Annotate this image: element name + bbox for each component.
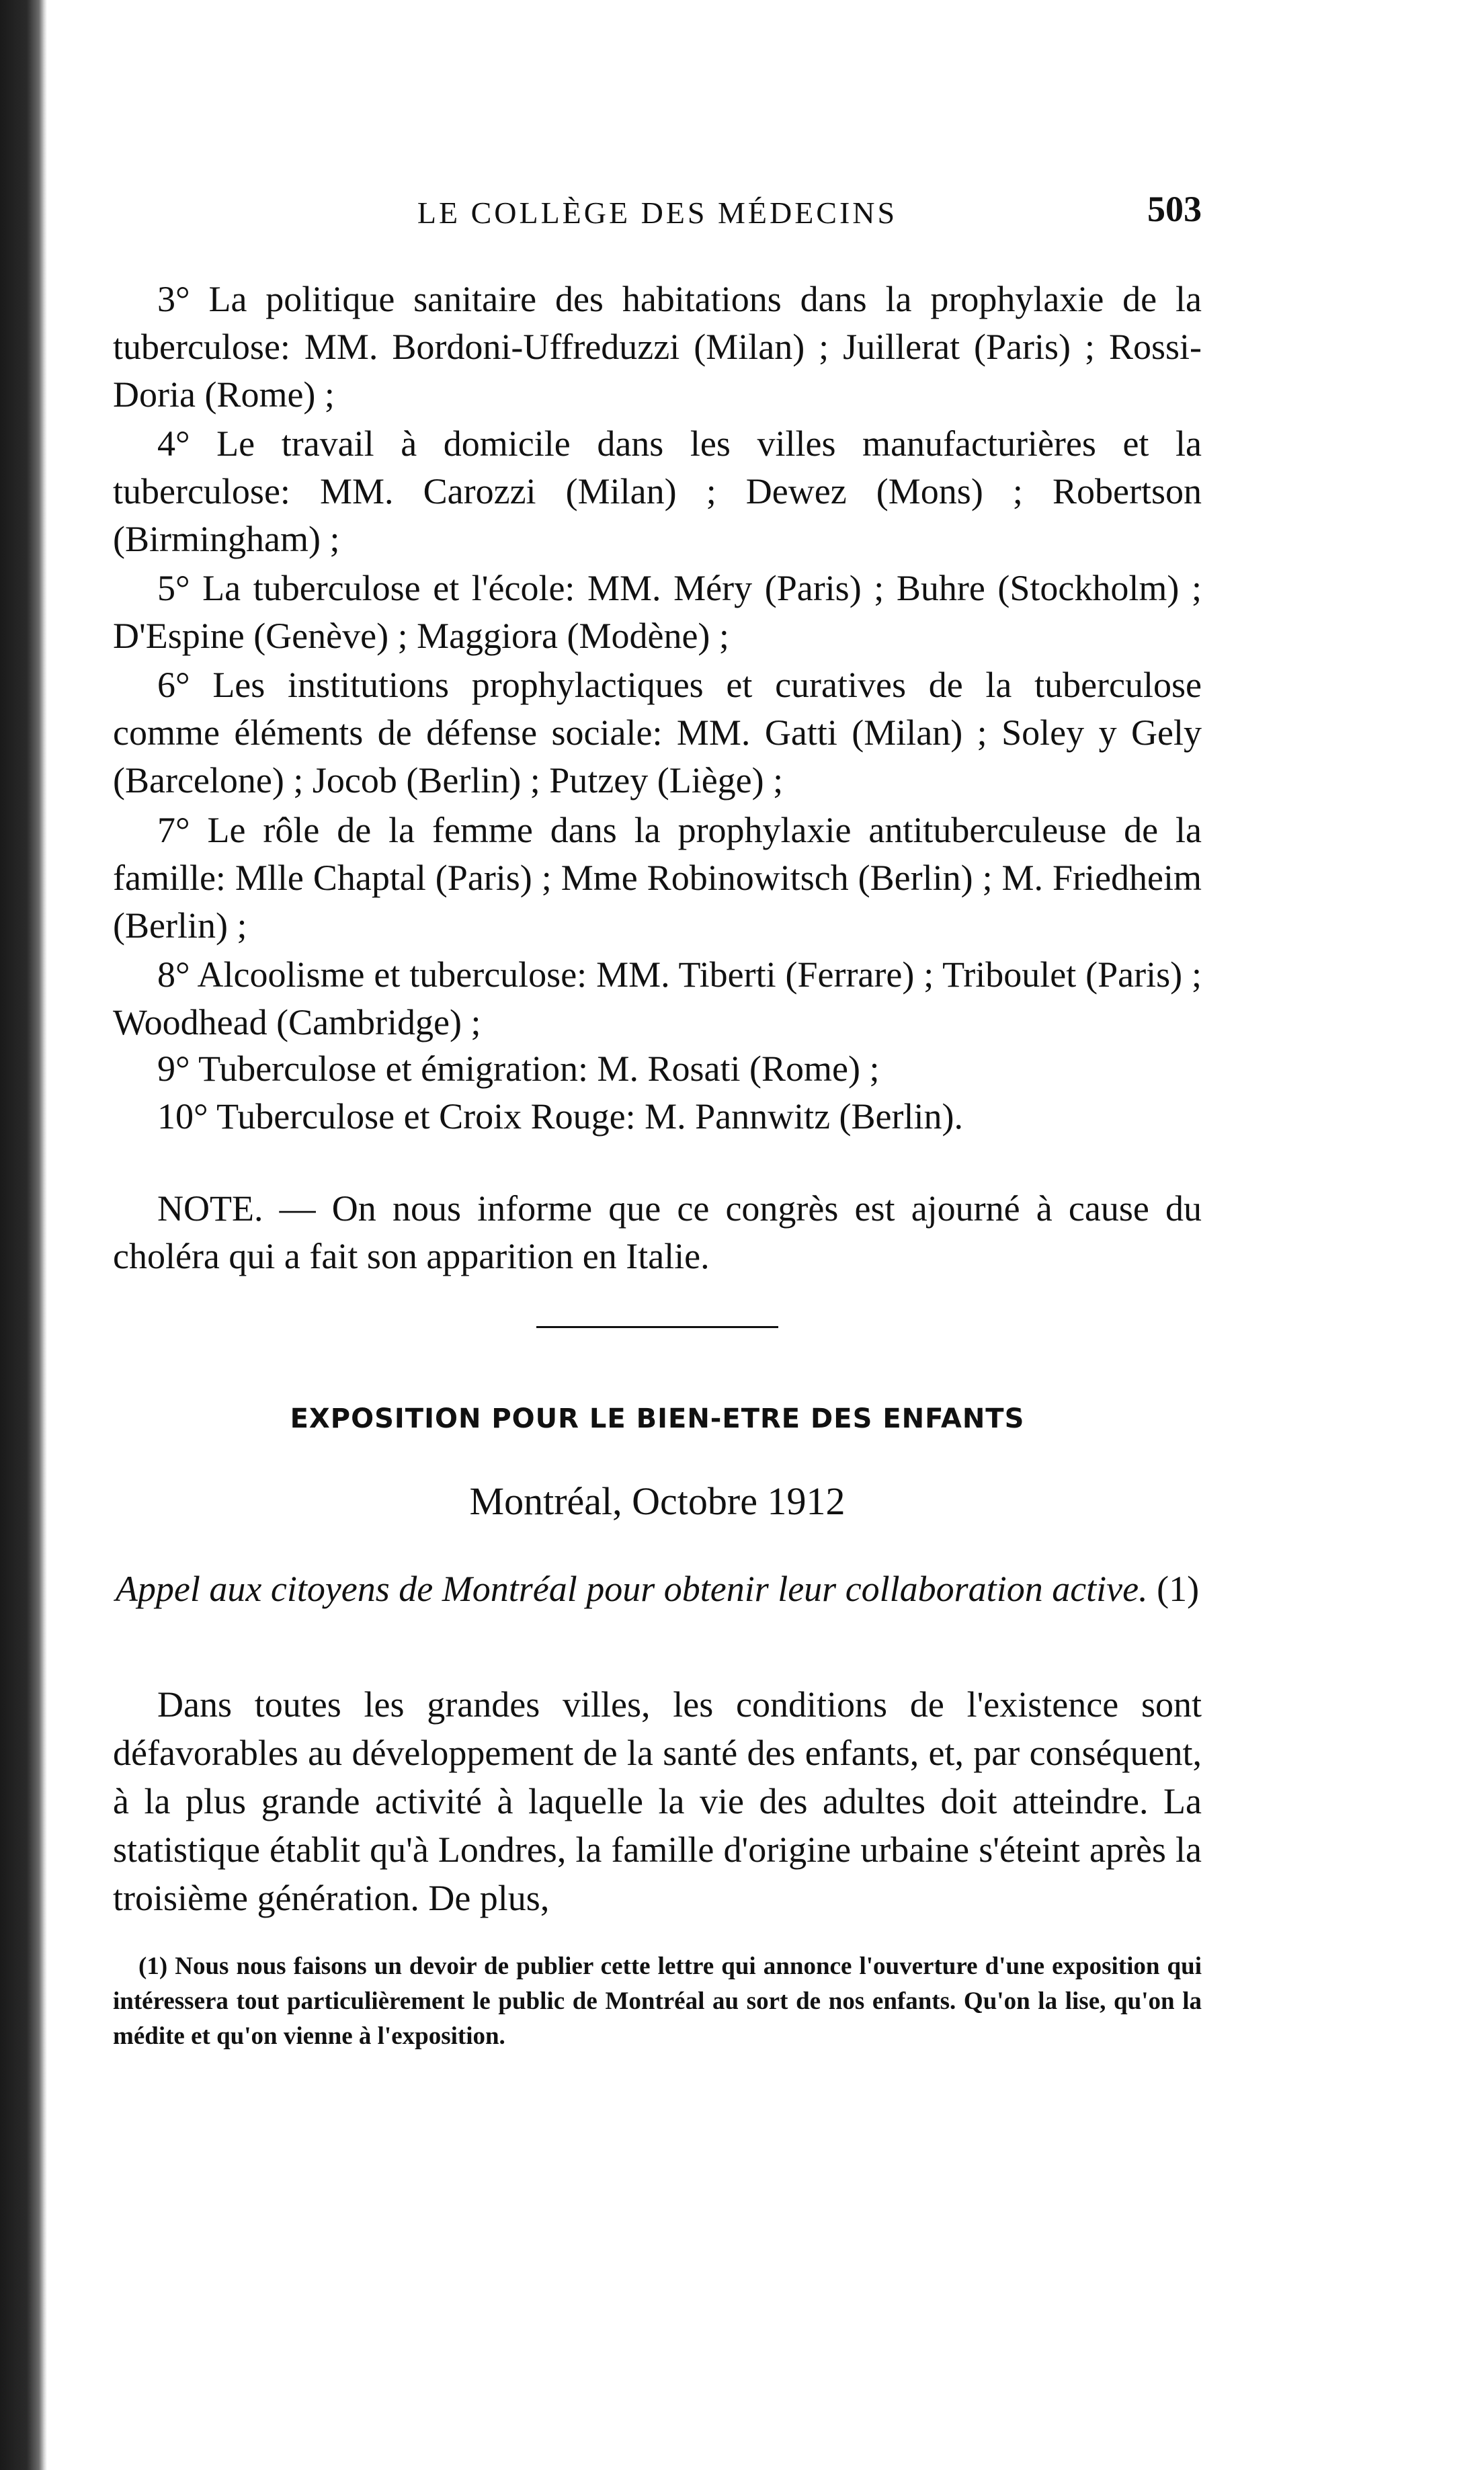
body-paragraph: Dans toutes les grandes villes, les conditions de l'existence sont défavorables au développement de la santé des enfants, et, par conséquent, à la plus grande activité à laquelle la vie des adultes doit atteindre. La statistique établit qu'à Londres, la famille d'origine urbaine s'éteint après la troisième génération. De plus,: [113, 1684, 1202, 1918]
section-divider: [536, 1326, 778, 1328]
page-header: [113, 188, 1202, 242]
topic-7: 7° Le rôle de la femme dans la prophylaxie antituberculeuse de la famille: Mlle Chaptal (Paris) ; Mme Robinowitsch (Berlin) ; M. Friedheim (Berlin) ;: [113, 810, 1202, 946]
running-head: LE COLLÈGE DES MÉDECINS: [417, 196, 898, 230]
topic-4: 4° Le travail à domicile dans les villes manufacturières et la tuberculose: MM. Carozzi (Milan) ; Dewez (Mons) ; Robertson (Birmingham) ;: [113, 423, 1202, 559]
topic-3: 3° La politique sanitaire des habitations dans la prophylaxie de la tuberculose: MM. Bordoni-Uffreduzzi (Milan) ; Juillerat (Paris) ; Rossi- Doria (Rome) ;: [113, 279, 1202, 415]
book-binding-edge: [0, 0, 47, 2470]
topic-10: 10° Tuberculose et Croix Rouge: M. Pannwitz (Berlin).: [157, 1096, 963, 1137]
topic-8: 8° Alcoolisme et tuberculose: MM. Tiberti (Ferrare) ; Triboulet (Paris) ; Woodhead (Cambridge) ;: [113, 954, 1202, 1042]
appeal-heading: [113, 1566, 1202, 1612]
page-number: 503: [1147, 189, 1202, 229]
footnote-ref: (1): [1157, 1569, 1200, 1609]
topic-5: 5° La tuberculose et l'école: MM. Méry (Paris) ; Buhre (Stockholm) ; D'Espine (Genève) ; Maggiora (Modène) ;: [113, 568, 1202, 656]
topic-9: 9° Tuberculose et émigration: M. Rosati (Rome) ;: [157, 1048, 880, 1089]
topic-6: 6° Les institutions prophylactiques et curatives de la tuberculose comme éléments de défense sociale: MM. Gatti (Milan) ; Soley y Gely (Barcelone) ; Jocob (Berlin) ; Putzey (Liège) ;: [113, 665, 1202, 800]
note-paragraph: NOTE. — On nous informe que ce congrès est ajourné à cause du choléra qui a fait son apparition en Italie.: [113, 1188, 1202, 1276]
section-subtitle: Montréal, Octobre 1912: [469, 1479, 846, 1523]
footnote: (1) Nous nous faisons un devoir de publier cette lettre qui annonce l'ouverture d'une exposition qui intéressera tout particulièrement le public de Montréal au sort de nos enfants. Qu'on la lise, qu'on la médite et qu'on vienne à l'exposition.: [113, 1952, 1202, 2050]
appeal-text: Appel aux citoyens de Montréal pour obtenir leur collaboration active.: [115, 1569, 1148, 1609]
section-title: EXPOSITION POUR LE BIEN-ETRE DES ENFANTS: [290, 1403, 1025, 1434]
